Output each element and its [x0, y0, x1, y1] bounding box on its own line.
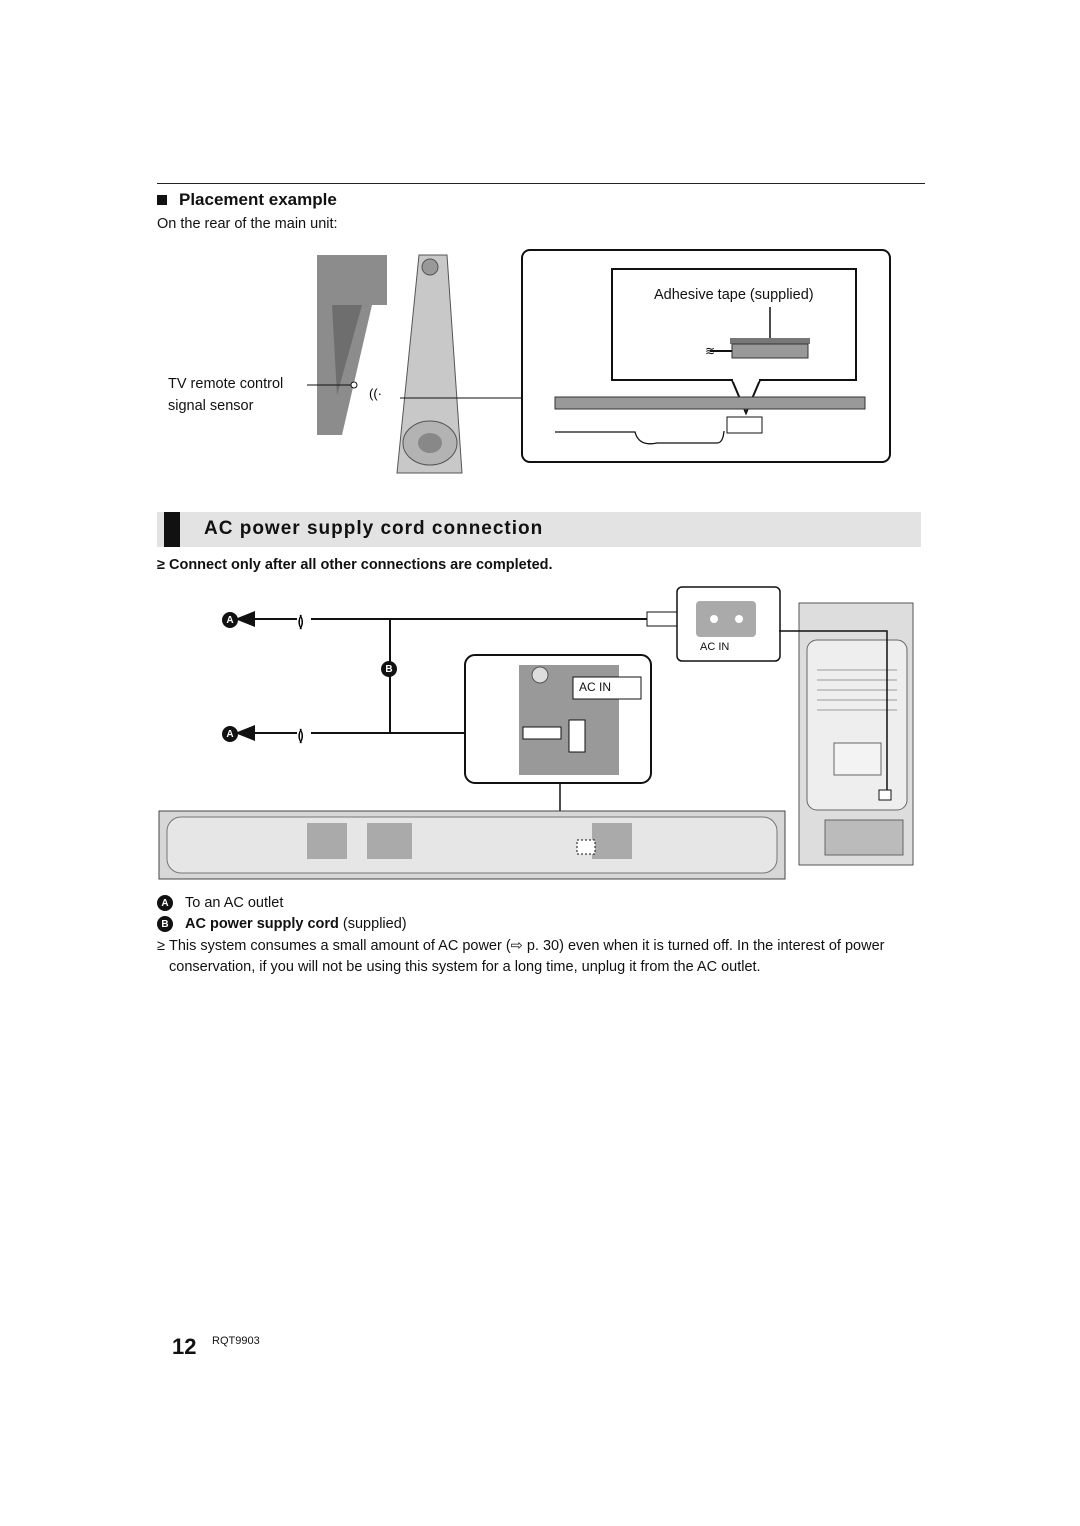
legend-marker-b: B [157, 916, 173, 932]
marker-b: B [381, 661, 397, 677]
connection-warning [157, 557, 553, 573]
legend-rest-b: (supplied) [338, 916, 407, 932]
svg-text:≋: ≋ [705, 344, 716, 358]
adhesive-tape-label: Adhesive tape (supplied) [654, 287, 814, 303]
legend-bold-b: AC power supply cord [185, 916, 339, 932]
power-note [157, 936, 927, 978]
sensor-label-2: signal sensor [168, 398, 254, 414]
placement-title: Placement example [179, 190, 337, 209]
marker-a-bottom: A [222, 726, 238, 742]
sensor-label-1: TV remote control [168, 376, 284, 392]
ac-in-label-detail: AC IN [579, 680, 612, 694]
svg-text:((·: ((· [369, 386, 382, 401]
warning-bullet: ≥ [157, 557, 165, 573]
legend-text-a: To an AC outlet [185, 895, 284, 911]
tv-side-shape [317, 255, 387, 435]
section-header-block [164, 512, 180, 547]
ac-section-title: AC power supply cord connection [204, 518, 544, 539]
doc-code: RQT9903 [212, 1335, 260, 1347]
placement-subtitle: On the rear of the main unit: [157, 216, 338, 232]
note-text: This system consumes a small amount of AC power (⇨ p. 30) even when it is turned off. In the interest of power conservation, if you will not be using this system for a long time, unplug it from the AC outlet. [169, 938, 885, 975]
square-bullet-icon [157, 195, 167, 205]
page-number: 12 [172, 1334, 197, 1359]
ac-connection-diagram [157, 585, 922, 885]
legend-marker-a: A [157, 895, 173, 911]
svg-text:≬: ≬ [297, 728, 305, 745]
note-bullet: ≥ [157, 938, 165, 954]
placement-heading [157, 190, 337, 210]
legend-item-b [157, 916, 407, 932]
placement-illustration [157, 245, 897, 475]
svg-text:≬: ≬ [297, 614, 305, 631]
top-rule [157, 183, 925, 184]
warning-text: Connect only after all other connections are completed. [169, 557, 553, 573]
legend-item-a [157, 895, 283, 911]
marker-a-top: A [222, 612, 238, 628]
ac-in-label-top: AC IN [700, 641, 730, 653]
